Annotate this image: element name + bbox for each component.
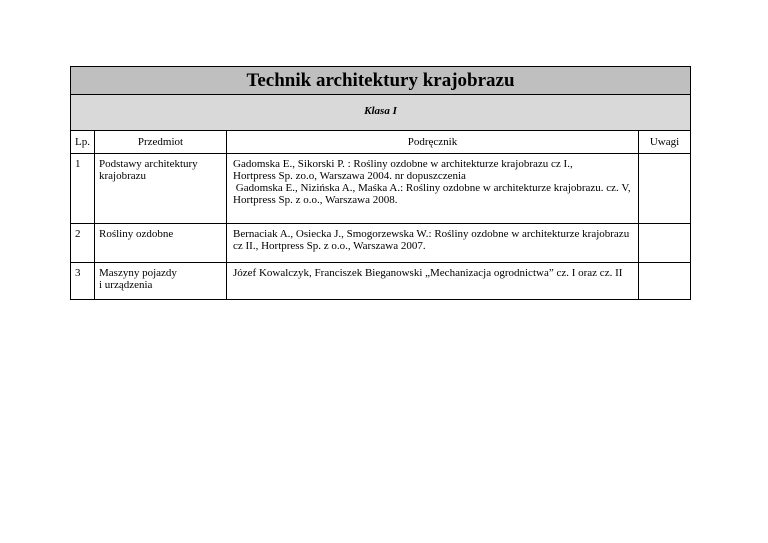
class-label: Klasa I — [71, 95, 691, 131]
row-lp: 2 — [71, 224, 95, 263]
table-row — [71, 224, 691, 263]
document-title: Technik architektury krajobrazu — [71, 67, 691, 95]
header-lp: Lp. — [71, 131, 95, 154]
row-lp: 3 — [71, 263, 95, 300]
header-subject: Przedmiot — [95, 131, 227, 154]
subject-line: krajobrazu — [99, 170, 147, 182]
subject-line: Maszyny pojazdy — [99, 267, 177, 279]
textbook-line: cz II., Hortpress Sp. z o.o., Warszawa 2007. — [233, 240, 426, 252]
row-textbook — [227, 263, 639, 300]
row-notes — [639, 263, 691, 300]
row-textbook — [227, 154, 639, 224]
textbook-line: Hortpress Sp. z o.o., Warszawa 2008. — [233, 194, 398, 206]
table-row — [71, 263, 691, 300]
header-textbook: Podręcznik — [227, 131, 639, 154]
header-notes: Uwagi — [639, 131, 691, 154]
row-subject — [95, 224, 227, 263]
textbook-line: Gadomska E., Sikorski P. : Rośliny ozdobne w architekturze krajobrazu cz I., — [233, 158, 573, 170]
textbook-line: Józef Kowalczyk, Franciszek Bieganowski „Mechanizacja ogrodnictwa” cz. I oraz cz. II — [233, 267, 623, 279]
table-header-row — [71, 131, 691, 154]
row-subject — [95, 263, 227, 300]
subject-line: Rośliny ozdobne — [99, 228, 174, 240]
row-notes — [639, 154, 691, 224]
table-row — [71, 154, 691, 224]
row-subject — [95, 154, 227, 224]
subject-line: i urządzenia — [99, 279, 153, 291]
textbook-line: Hortpress Sp. zo.o, Warszawa 2004. nr dopuszczenia — [233, 170, 466, 182]
row-lp: 1 — [71, 154, 95, 224]
row-textbook — [227, 224, 639, 263]
row-notes — [639, 224, 691, 263]
textbook-table — [70, 66, 691, 300]
subject-line: Podstawy architektury — [99, 158, 198, 170]
textbook-line: Bernaciak A., Osiecka J., Smogorzewska W.: Rośliny ozdobne w architekturze krajobrazu — [233, 228, 630, 240]
textbook-line: Gadomska E., Nizińska A., Maśka A.: Rośliny ozdobne w architekturze krajobrazu. cz. V, — [233, 182, 631, 194]
